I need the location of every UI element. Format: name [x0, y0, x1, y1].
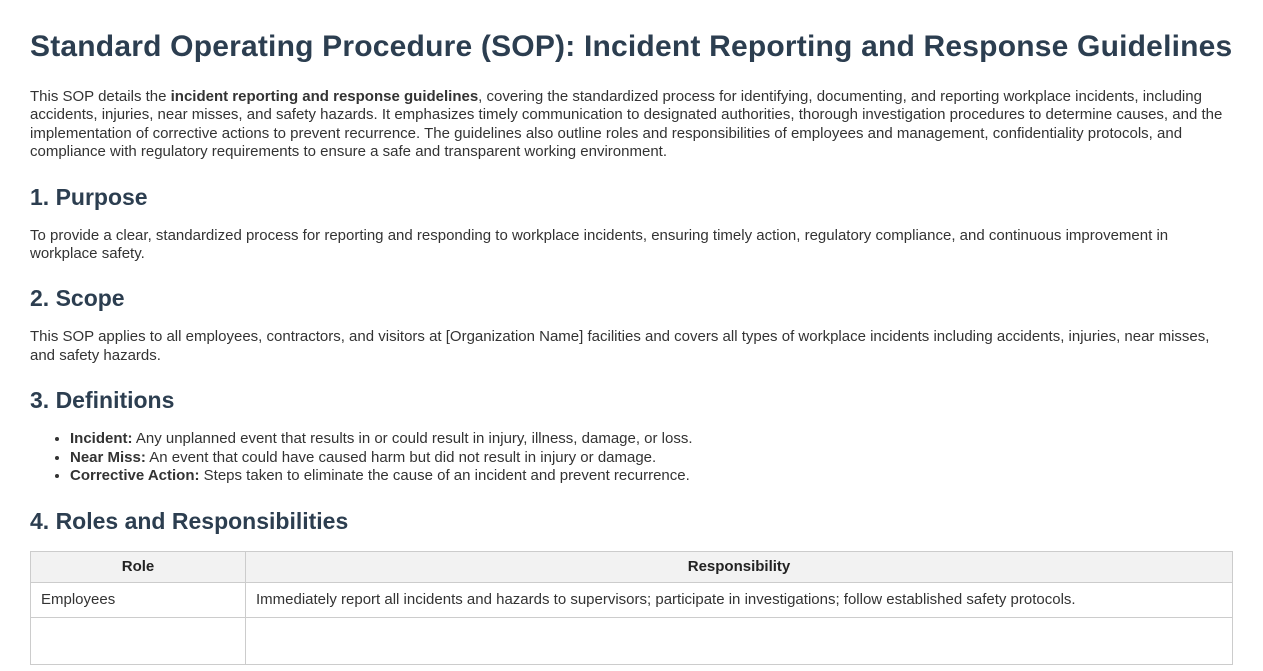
definition-text: An event that could have caused harm but did not result in injury or damage.: [149, 448, 657, 466]
intro-lead-text: This SOP details the: [30, 88, 171, 105]
table-row: [31, 618, 1233, 665]
role-cell: Employees: [31, 583, 246, 618]
list-item-corrective-action: [70, 467, 1233, 486]
responsibility-cell: [246, 618, 1233, 665]
definition-text: Steps taken to eliminate the cause of an incident and prevent recurrence.: [203, 467, 690, 485]
list-item-near-miss: [70, 449, 1233, 468]
scope-paragraph: This SOP applies to all employees, contractors, and visitors at [Organization Name] facilities and covers all types of workplace incidents including accidents, injuries, near misses, and safety hazards.: [30, 328, 1210, 364]
intro-bold-text: incident reporting and response guidelines: [170, 88, 479, 105]
responsibility-cell: Immediately report all incidents and hazards to supervisors; participate in investigations; follow established safety protocols.: [246, 583, 1233, 618]
purpose-paragraph: To provide a clear, standardized process for reporting and responding to workplace incidents, ensuring timely action, regulatory compliance, and continuous improvement in workplace safety.: [30, 226, 1169, 263]
column-header-responsibility: Responsibility: [246, 552, 1233, 583]
table-header-row: [31, 552, 1233, 583]
definition-term: Incident:: [70, 430, 133, 448]
roles-responsibilities-table: [30, 551, 1233, 665]
intro-rest-text: , covering the standardized process for identifying, documenting, and reporting workplace incidents, including accidents, injuries, near misses, and safety hazards. It emphasizes timely communication to designated authorities, thorough investigation procedures to determine causes, and the implementation of corrective actions to prevent recurrence. The guidelines also outline roles and responsibilities of employees and management, confidentiality protocols, and compliance with regulatory requirements to ensure a safe and transparent working environment.: [30, 88, 1223, 161]
table-row: [31, 583, 1233, 618]
section-heading-definitions: 3. Definitions: [30, 387, 175, 414]
column-header-role: Role: [31, 552, 246, 583]
definition-term: Corrective Action:: [70, 467, 200, 485]
role-cell: [31, 618, 246, 665]
definition-text: Any unplanned event that results in or could result in injury, illness, damage, or loss.: [135, 430, 693, 448]
page-title: Standard Operating Procedure (SOP): Incident Reporting and Response Guidelines: [30, 30, 1233, 63]
section-heading-purpose: 1. Purpose: [30, 183, 148, 210]
section-heading-roles: 4. Roles and Responsibilities: [30, 508, 349, 535]
list-item-incident: [70, 430, 1233, 449]
section-heading-scope: 2. Scope: [30, 285, 125, 312]
definitions-list: [30, 430, 1233, 486]
intro-paragraph: [30, 88, 1233, 162]
definition-term: Near Miss:: [70, 448, 146, 466]
